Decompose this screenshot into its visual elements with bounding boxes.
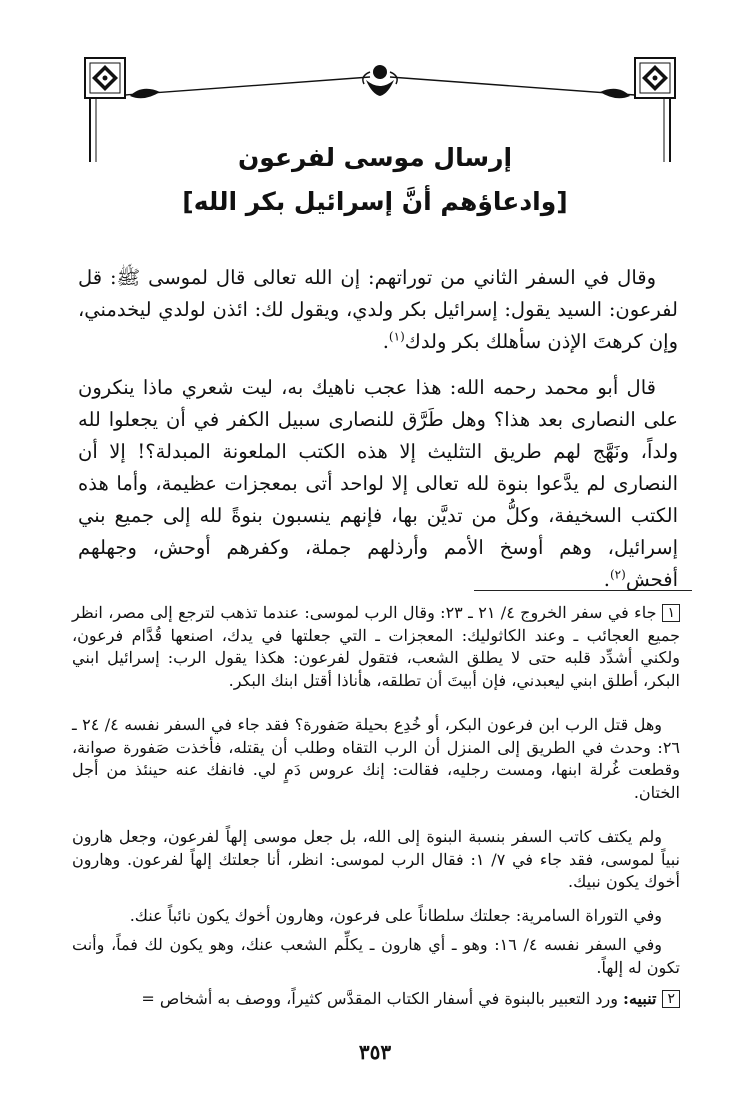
footnote-2-text: ورد التعبير بالبنوة في أسفار الكتاب المقدَّس كثيراً، ووصف به أشخاص = xyxy=(141,989,618,1008)
footnote-1-text-a: جاء في سفر الخروج ٤/ ٢١ ـ ٢٣: وقال الرب لموسى: عندما تذهب لترجع إلى مصر، انظر جميع العجائب ـ وعند الكاثوليك: المعجزات ـ التي جعلتها في يدك، اصنعها قُدَّام فرعون، ولكني أشدِّد قلبه حتى لا يطلق الشعب، فتقول لفرعون: هكذا يقول الرب: إسرائيل ابني البكر، أطلق ابني ليعبدني، فإن أبيتَ أن تطلقه، هأناذا أقتل ابنك البكر. xyxy=(72,603,680,690)
footnote-ref-1: (١) xyxy=(388,329,405,344)
body-paragraph-2 xyxy=(78,372,678,596)
footnote-1 xyxy=(72,602,680,692)
footnote-1-paragraph-c: ولم يكتف كاتب السفر بنسبة البنوة إلى الله، بل جعل موسى إلهاً لفرعون، وجعل هارون نبياً لموسى، فقد جاء في ٧/ ١: فقال الرب لموسى: انظر، أنا جعلتك إلهاً لفرعون. وهارون أخوك يكون نبيك. xyxy=(72,827,681,891)
page-number: ٣٥٣ xyxy=(358,1040,392,1064)
body-paragraph-1: وقال في السفر الثاني من توراتهم: إن الله تعالى قال لموسى ﷺ: قل لفرعون: السيد يقول: إسرائيل بكر ولدي، ويقول لك: ائذن لولدي ليخدمني، وإن كرهتَ الإذن سأهلك بكر ولدك$^{(١)}$. xyxy=(78,266,678,353)
footnote-number-2: ٢ xyxy=(662,990,680,1008)
footnote-1-paragraph-e: وفي السفر نفسه ٤/ ١٦: وهو ـ أي هارون ـ يكلِّم الشعب عنك، وهو يكون لك فماً، وأنت تكون له إلهاً. xyxy=(72,935,680,977)
paragraph-1-text: وقال في السفر الثاني من توراتهم: إن الله تعالى قال لموسى ﷺ: قل لفرعون: السيد يقول: إسرائيل بكر ولدي، ويقول لك: ائذن لولدي ليخدمني، وإن كرهتَ الإذن سأهلك بكر ولدك xyxy=(78,266,678,353)
right-corner-ornament xyxy=(635,58,675,162)
footnote-2-label: تنبيه: xyxy=(623,989,657,1008)
left-corner-ornament xyxy=(85,58,125,162)
footnote-number-1: ١ xyxy=(662,604,680,622)
paragraph-2-end: . xyxy=(603,568,610,591)
center-medallion-ornament xyxy=(363,65,397,96)
footnote-2 xyxy=(72,988,680,1011)
chapter-title: إرسال موسى لفرعون xyxy=(237,143,513,172)
paragraph-2-text: قال أبو محمد رحمه الله: هذا عجب ناهيك به، ليت شعري ماذا ينكرون على النصارى بعد هذا؟ وهل طَرَّق للنصارى سبيل الكفر في أن يجعلوا لله ولداً، ونَهَّج لهم طريق التثليث إلا هذه الكتب الملعونة المبدلة؟! إلا أن النصارى لم يدَّعوا بنوة لله تعالى إلا لواحد أتى بمعجزات عظيمة، وأما هذه الكتب السخيفة، وكلُّ من تديَّن بها، فإنهم ينسبون بنوةً لله إلى جميع بني إسرائيل، وهم أوسخ الأمم وأرذلهم جملة، وكفرهم أوحش، وجهلهم أفحش xyxy=(78,376,678,591)
footnote-separator xyxy=(474,590,692,591)
footnote-1-paragraph-b: وهل قتل الرب ابن فرعون البكر، أو خُدِع بحيلة صَفورة؟ فقد جاء في السفر نفسه ٤/ ٢٤ ـ ٢٦: وحدث في الطريق إلى المنزل أن الرب التقاه وطلب أن يقتله، فأخذت صَفورة صوانة، وقطعت غُرلة ابنها، ومست رجليه، فقالت: إنك عروس دَمٍ لي. فانفك عنه حينئذ من أجل الختان. xyxy=(72,715,680,802)
chapter-subtitle: [وادعاؤهم أنَّ إسرائيل بكر الله] xyxy=(182,187,568,216)
footnote-ref-2: (٢) xyxy=(609,567,626,582)
footnote-1-paragraph-d: وفي التوراة السامرية: جعلتك سلطاناً على فرعون، وهارون أخوك يكون نائباً عنك. xyxy=(129,906,662,925)
